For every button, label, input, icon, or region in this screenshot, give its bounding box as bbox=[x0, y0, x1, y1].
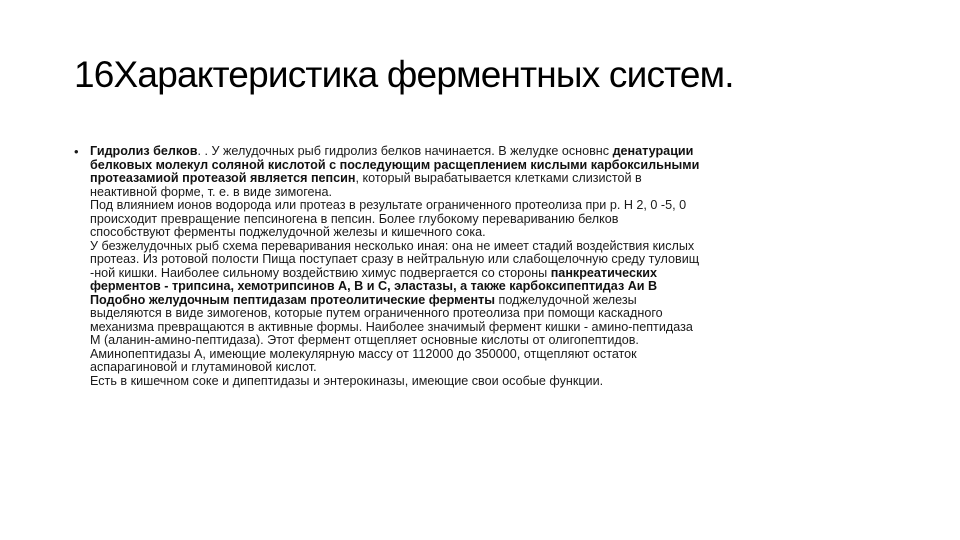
bold-text: денатурации bbox=[612, 144, 694, 158]
slide-title: 16Характеристика ферментных систем. bbox=[74, 54, 734, 95]
bullet-point: • bbox=[74, 144, 79, 159]
text-run: аспарагиновой и глутаминовой кислот. bbox=[90, 360, 317, 374]
text-line bbox=[90, 321, 890, 335]
text-run: . . У желудочных рыб гидролиз белков начинается. В желудке основнс bbox=[197, 144, 613, 158]
bold-text: протеазамиой протеазой является пепсин bbox=[90, 171, 356, 185]
text-run: механизма превращаются в активные формы. Наиболее значимый фермент кишки - амино-пептидаза bbox=[90, 319, 693, 334]
text-run: , который вырабатывается клетками слизистой в bbox=[355, 171, 642, 185]
text-line bbox=[90, 199, 890, 213]
text-run: способствуют ферменты поджелудочной железы и кишечного сока. bbox=[90, 225, 486, 239]
text-run: Под влиянием ионов водорода или протеаз в результате ограниченного протеолиза при р. Н 2, 0 -5, 0 bbox=[90, 198, 687, 212]
bold-text: ферментов - трипсина, хемотрипсинов А, В и С, эластазы, а также карбоксипептидаз Аи В bbox=[90, 279, 658, 293]
bold-text: Подобно желудочным пептидазам протеолитические ферменты bbox=[90, 292, 496, 307]
text-run: поджелудочной железы bbox=[495, 292, 637, 307]
bold-text: белковых молекул соляной кислотой с последующим расщеплением кислыми карбоксильными bbox=[90, 157, 700, 172]
text-line bbox=[90, 253, 890, 267]
text-line bbox=[90, 226, 890, 240]
text-run: Аминопептидазы А, имеющие молекулярную массу от 112000 до 350000, отщепляют остаток bbox=[90, 346, 637, 361]
text-run: У безжелудочных рыб схема переваривания несколько иная: она не имеет стадий воздействия кислых bbox=[90, 238, 695, 253]
bold-text: Гидролиз белков bbox=[90, 144, 198, 158]
text-run: происходит превращение пепсиногена в пепсин. Более глубокому перевариванию белков bbox=[90, 211, 619, 226]
text-line bbox=[90, 294, 890, 308]
text-line bbox=[90, 267, 890, 281]
text-line bbox=[90, 334, 890, 348]
text-run: выделяются в виде зимогенов, которые путем ограниченного протеолиза при помощи каскадного bbox=[90, 306, 663, 320]
paragraph bbox=[90, 145, 890, 388]
text-line bbox=[90, 375, 890, 389]
text-run: протеаз. Из ротовой полости Пища поступает сразу в нейтральную или слабощелочную среду туловищ bbox=[90, 252, 700, 266]
text-line bbox=[90, 213, 890, 227]
text-line bbox=[90, 361, 890, 375]
text-line bbox=[90, 186, 890, 200]
text-line bbox=[90, 145, 890, 159]
text-line bbox=[90, 240, 890, 254]
text-line bbox=[90, 307, 890, 321]
text-line bbox=[90, 159, 890, 173]
text-run: Есть в кишечном соке и дипептидазы и энтерокиназы, имеющие свои особые функции. bbox=[90, 373, 604, 388]
text-line bbox=[90, 172, 890, 186]
text-line bbox=[90, 280, 890, 294]
text-run: М (аланин-амино-пептидаза). Этот фермент отщепляет основные кислоты от олигопептидов. bbox=[90, 333, 639, 347]
text-line bbox=[90, 348, 890, 362]
bold-text: панкреатических bbox=[550, 265, 658, 280]
text-run: -ной кишки. Наиболее сильному воздействию химус подвергается со стороны bbox=[90, 265, 551, 280]
text-run: неактивной форме, т. е. в виде зимогена. bbox=[90, 184, 333, 199]
